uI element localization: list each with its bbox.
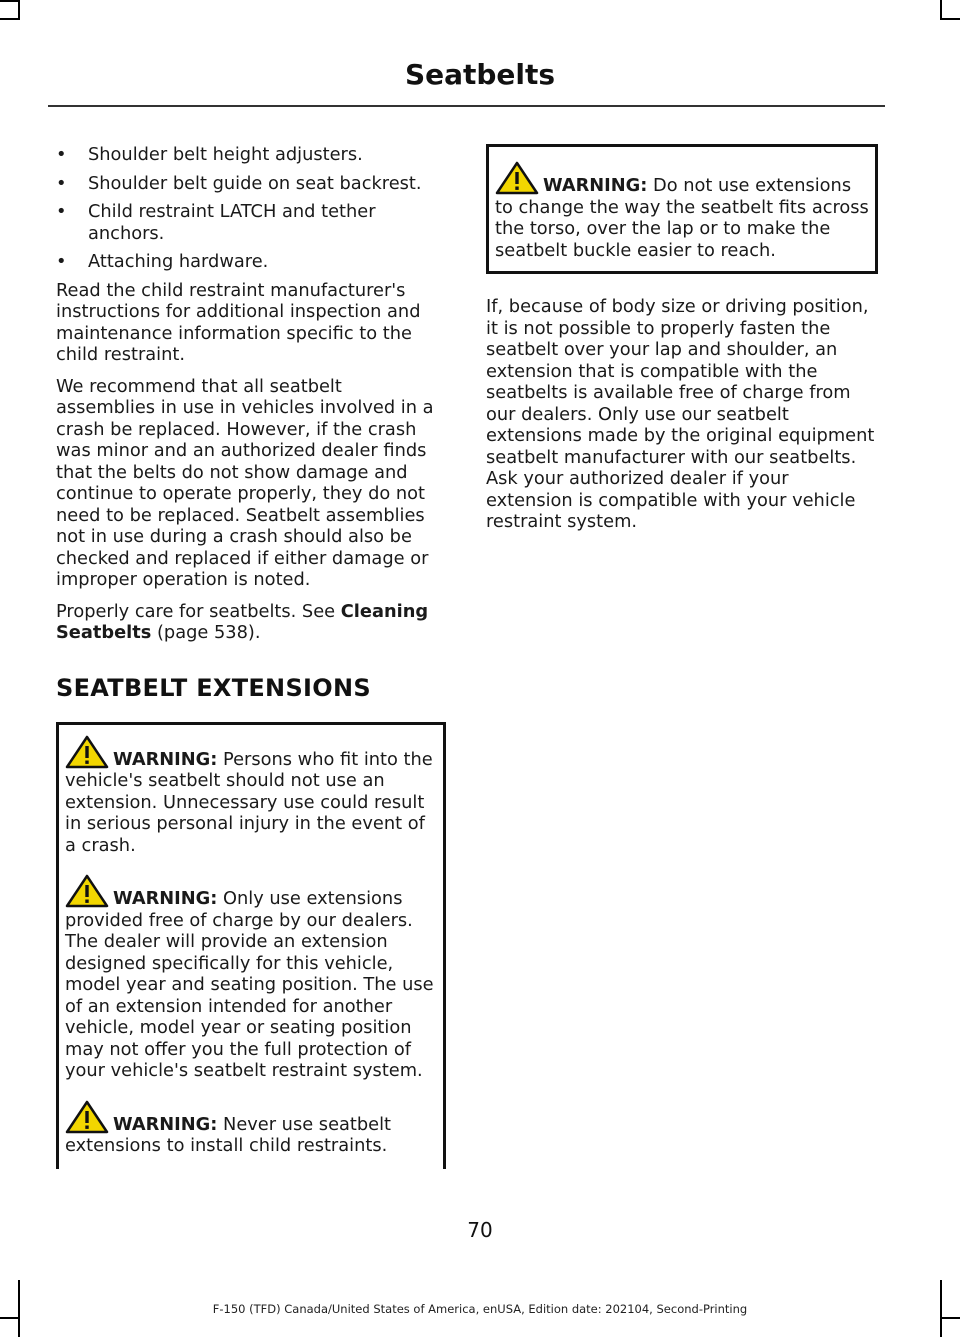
page-title: Seatbelts <box>404 58 556 91</box>
bullet-icon: • <box>56 201 67 222</box>
inspection-list <box>56 144 446 273</box>
edition-footer: F-150 (TFD) Canada/United States of America, enUSA, Edition date: 202104, Second-Printing <box>212 1302 748 1316</box>
bullet-icon: • <box>56 144 67 165</box>
crop-mark <box>940 0 942 20</box>
page-number: 70 <box>467 1218 493 1242</box>
warning-triangle-icon <box>65 1100 109 1134</box>
body-paragraph: Read the child restraint manufacturer's instructions for additional inspection and maintenance information specific to the child restraint. <box>56 279 421 365</box>
warning-item: WARNING: Persons who fit into the vehicle's seatbelt should not use an extension. Unnecessary use could result in serious personal injury in the event of a crash. <box>65 735 437 857</box>
list-item: • Shoulder belt guide on seat backrest. <box>56 172 422 194</box>
warning-triangle-icon <box>495 161 539 195</box>
left-column <box>56 144 446 1169</box>
warning-triangle-icon <box>65 735 109 769</box>
section-heading: SEATBELT EXTENSIONS <box>56 673 371 702</box>
crop-mark <box>940 1317 960 1319</box>
crop-mark <box>0 1317 20 1319</box>
warning-item: WARNING: Only use extensions provided free of charge by our dealers. The dealer will provide an extension designed specifically for this vehicle, model year and seating position. The use of an extension intended for another vehicle, model year or seating position may not offer you the full protection of your vehicle's seatbelt restraint system. <box>65 874 437 1082</box>
list-item: • Attaching hardware. <box>56 251 269 272</box>
warning-item: WARNING: Do not use extensions to change the way the seatbelt fits across the torso, over the lap or to make the seatbelt buckle easier to reach. <box>495 161 869 261</box>
crop-mark <box>0 0 18 2</box>
crop-mark <box>18 0 20 20</box>
bullet-icon: • <box>56 172 67 194</box>
warning-triangle-icon <box>65 874 109 908</box>
body-paragraph: We recommend that all seatbelt assemblies in use in vehicles involved in a crash be replaced. However, if the crash was minor and an authorized dealer finds that the belts do not show damage and continue to operate properly, they do not need to be replaced. Seatbelt assemblies not in use during a crash should also be checked and replaced if either damage or improper operation is noted. <box>56 375 434 590</box>
warning-box <box>56 722 446 1169</box>
list-item: • Child restraint LATCH and tether anchors. <box>56 201 376 244</box>
warning-item: WARNING: Never use seatbelt extensions to install child restraints. <box>65 1100 437 1157</box>
crop-mark <box>942 18 960 20</box>
warning-box <box>486 144 878 274</box>
bullet-icon: • <box>56 251 67 272</box>
list-item: • Shoulder belt height adjusters. <box>56 144 363 165</box>
crop-mark <box>0 18 20 20</box>
cleaning-seatbelts-link[interactable]: Cleaning Seatbelts <box>56 600 429 643</box>
header-divider <box>48 105 885 107</box>
right-column <box>486 144 878 543</box>
body-paragraph: If, because of body size or driving position, it is not possible to properly fasten the seatbelt over your lap and shoulder, an extension that is compatible with the seatbelts is available free of charge from our dealers. Only use our seatbelt extensions made by the original equipment seatbelt manufacturer with our seatbelts. Ask your authorized dealer if your extension is compatible with your vehicle restraint system. <box>486 296 875 532</box>
cross-reference-paragraph: Properly care for seatbelts. See Cleaning Seatbelts (page 538). <box>56 600 429 643</box>
